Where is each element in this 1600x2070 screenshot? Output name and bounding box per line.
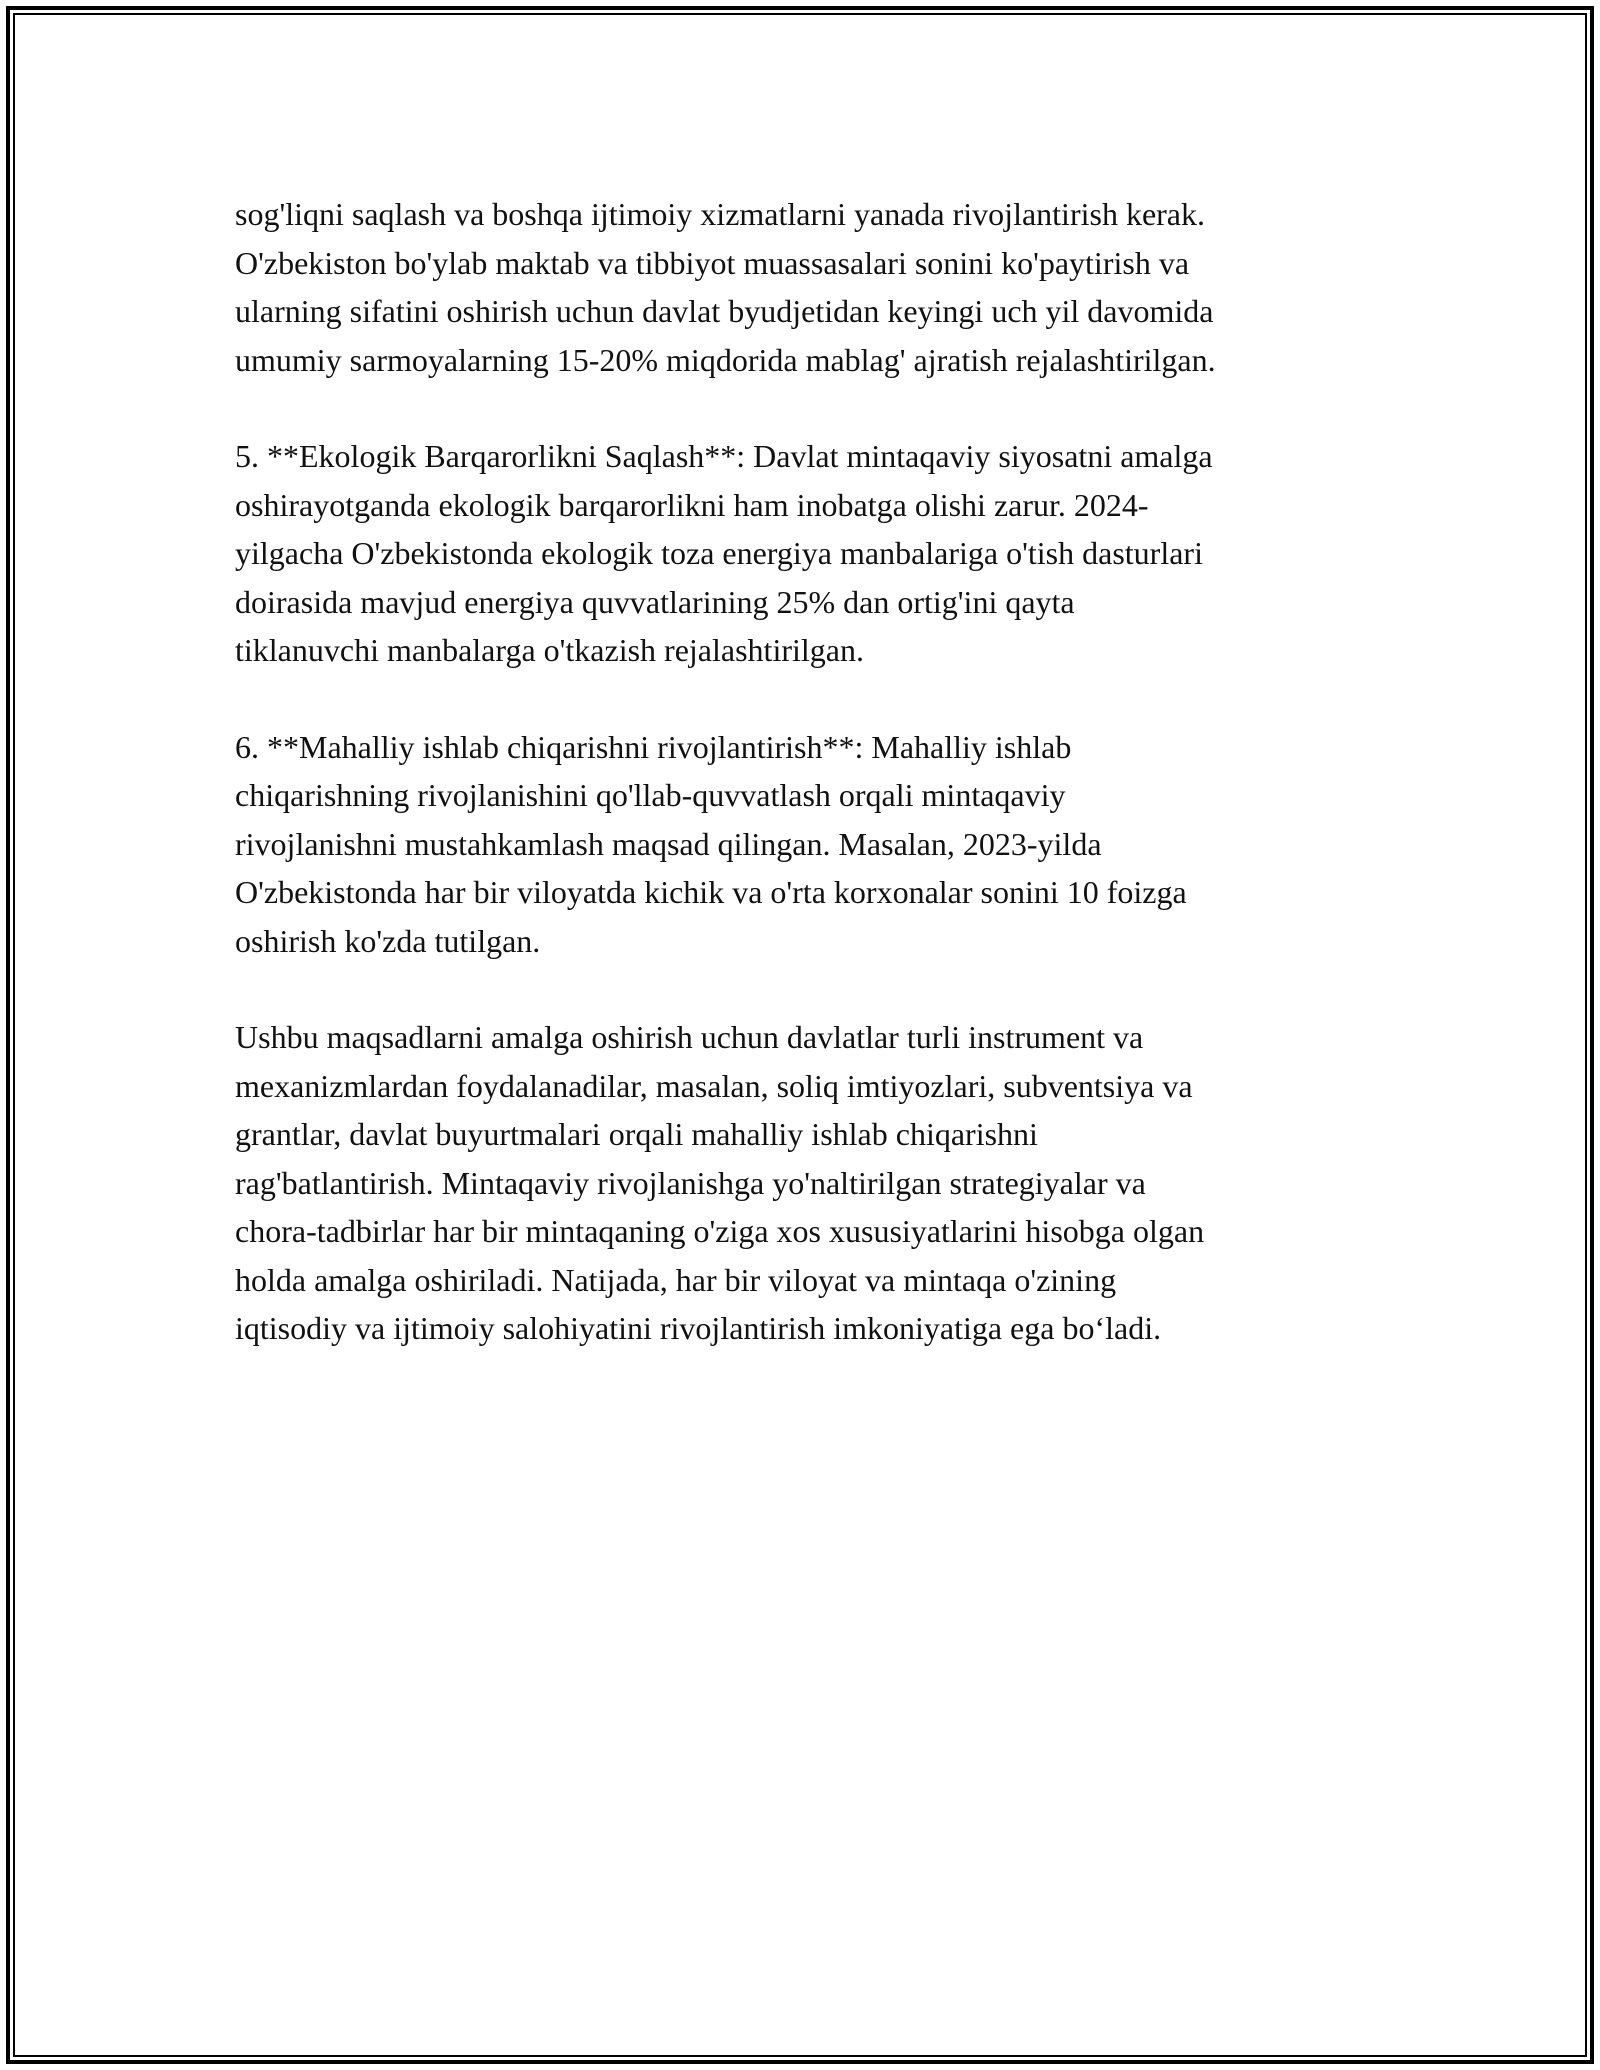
- document-body: [235, 190, 1415, 1401]
- paragraph-instruments-conclusion: Ushbu maqsadlarni amalga oshirish uchun davlatlar turli instrument va mexanizmlardan foydalanadilar, masalan, soliq imtiyozlari, subventsiya va grantlar, davlat buyurtmalari orqali mahalliy ishlab chiqarishni rag'batlantirish. Mintaqaviy rivojlanishga yo'naltirilgan strategiyalar va chora-tadbirlar har bir mintaqaning o'ziga xos xususiyatlarini hisobga olgan holda amalga oshiriladi. Natijada, har bir viloyat va mintaqa o'zining iqtisodiy va ijtimoiy salohiyatini rivojlantirish imkoniyatiga ega bo‘ladi.: [235, 1019, 1205, 1346]
- paragraph-social-services: sog'liqni saqlash va boshqa ijtimoiy xizmatlarni yanada rivojlantirish kerak. O'zbekiston bo'ylab maktab va tibbiyot muassasalari sonini ko'paytirish va ularning sifatini oshirish uchun davlat byudjetidan keyingi uch yil davomida umumiy sarmoyalarning 15-20% miqdorida mablag' ajratish rejalashtirilgan.: [235, 196, 1216, 378]
- paragraph-local-production: 6. **Mahalliy ishlab chiqarishni rivojlantirish**: Mahalliy ishlab chiqarishning rivojlanishini qo'llab-quvvatlash orqali mintaqaviy rivojlanishni mustahkamlash maqsad qilingan. Masalan, 2023-yilda O'zbekistonda har bir viloyatda kichik va o'rta korxonalar sonini 10 foizga oshirish ko'zda tutilgan.: [235, 728, 1187, 959]
- paragraph-ecological-sustainability: 5. **Ekologik Barqarorlikni Saqlash**: Davlat mintaqaviy siyosatni amalga oshirayotganda ekologik barqarorlikni ham inobatga olishi zarur. 2024- yilgacha O'zbekistonda ekologik toza energiya manbalariga o'tish dasturlari doirasida mavjud energiya quvvatlarining 25% dan ortig'ini qayta tiklanuvchi manbalarga o'tkazish rejalashtirilgan.: [235, 438, 1213, 668]
